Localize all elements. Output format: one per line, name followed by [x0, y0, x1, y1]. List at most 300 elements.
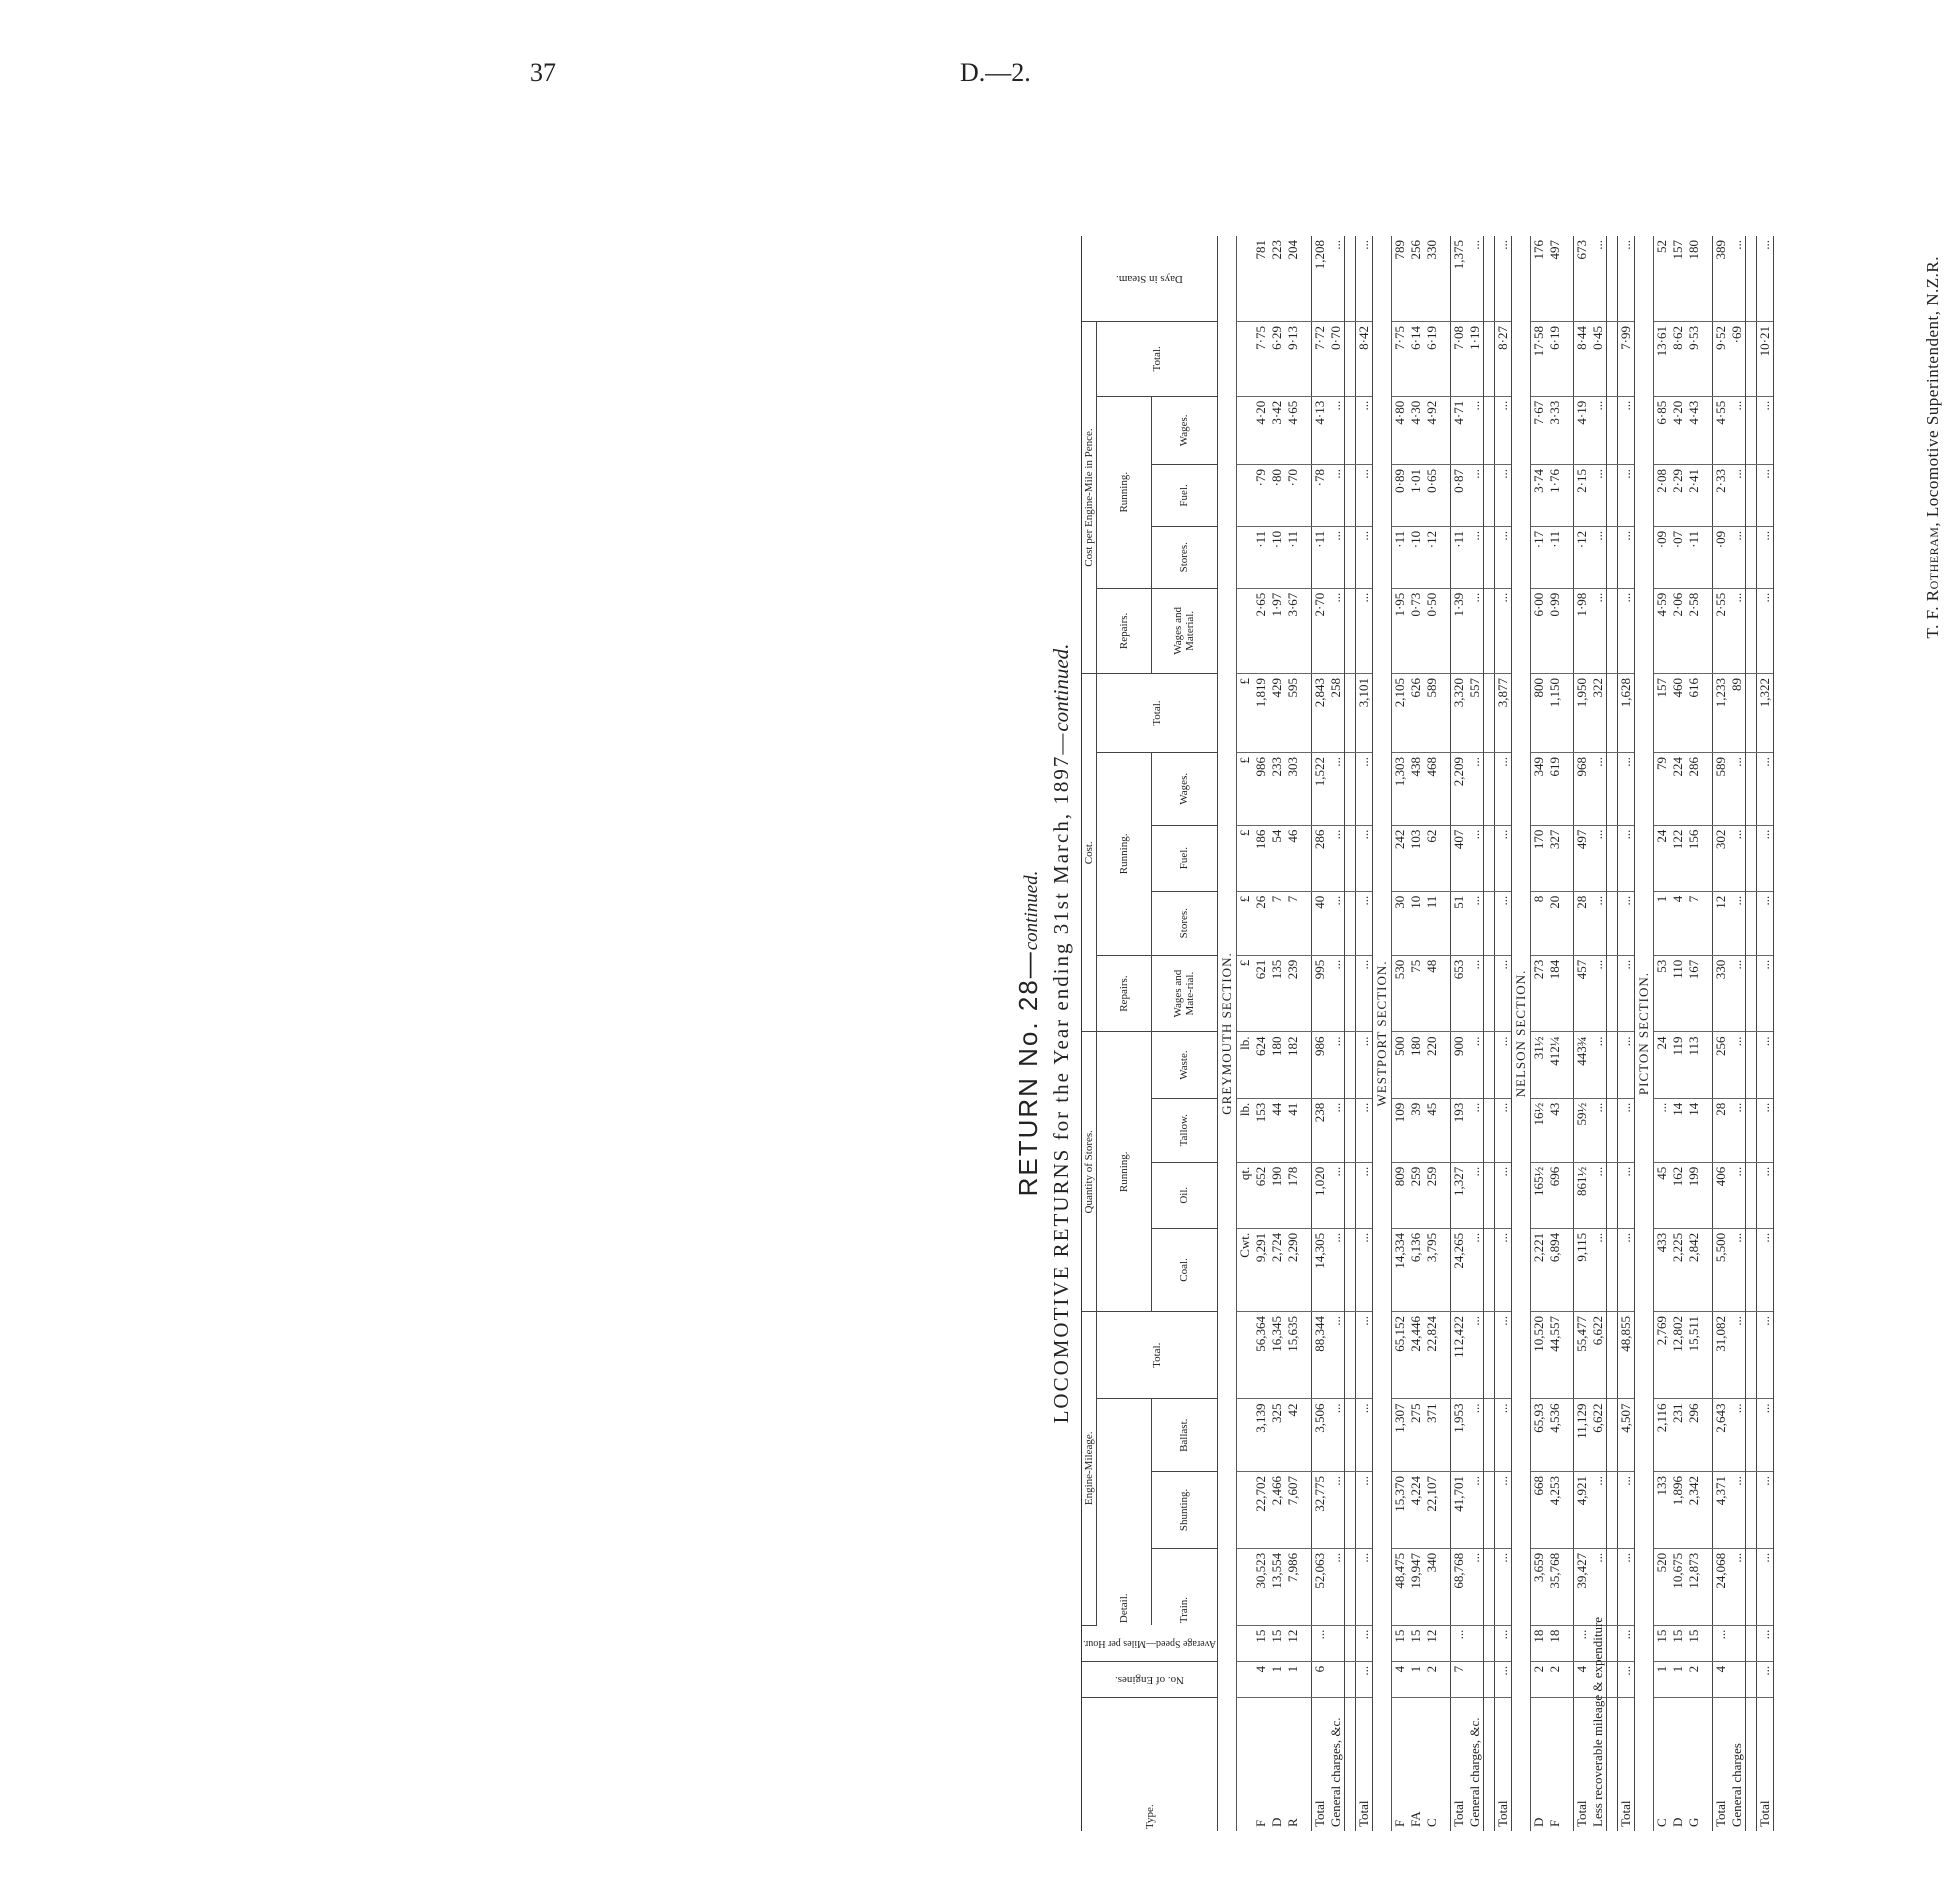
table-cell: Total — [1713, 1698, 1730, 1831]
table-cell: 500 — [1392, 1032, 1409, 1098]
table-cell: ... — [1757, 1472, 1774, 1549]
table-cell: Total — [1312, 1698, 1329, 1831]
table-cell: 0·50 — [1424, 588, 1440, 673]
table-cell — [1345, 1032, 1356, 1098]
table-cell — [1702, 464, 1713, 526]
table-cell: 3,139 — [1253, 1399, 1269, 1472]
table-cell: 15 — [1392, 1625, 1409, 1661]
table-cell: 12 — [1424, 1625, 1440, 1661]
table-cell: 4 — [1574, 1661, 1591, 1697]
table-cell: 44 — [1269, 1098, 1285, 1162]
table-cell: 62 — [1424, 825, 1440, 891]
table-cell: ... — [1618, 1472, 1635, 1549]
table-cell — [1607, 588, 1618, 673]
table-cell — [1484, 236, 1495, 322]
table-row — [1547, 236, 1563, 1831]
section-header — [1218, 236, 1237, 1831]
table-cell — [1440, 955, 1451, 1032]
table-cell: ... — [1495, 464, 1512, 526]
table-cell: ... — [1618, 526, 1635, 588]
col-fuel-pence: Fuel. — [1151, 464, 1218, 526]
table-cell: ... — [1590, 1098, 1607, 1162]
table-cell — [1746, 588, 1757, 673]
table-cell: ... — [1356, 1228, 1373, 1311]
table-cell: C — [1654, 1818, 1670, 1827]
table-row — [1702, 236, 1713, 1831]
table-cell: 8·42 — [1356, 322, 1373, 397]
table-cell — [1440, 396, 1451, 464]
hdr-cost-per-mile: Cost per Engine-Mile in Pence. — [1082, 322, 1097, 674]
table-cell: 224 — [1670, 753, 1686, 826]
table-cell: 7 — [1269, 891, 1285, 955]
table-cell: 6,136 — [1408, 1228, 1424, 1311]
table-cell — [1301, 1162, 1312, 1228]
return-title: RETURN No. 28—continued. — [1013, 870, 1043, 1197]
table-cell — [1301, 1661, 1312, 1697]
table-row — [1654, 236, 1671, 1831]
table-cell: 30 — [1392, 891, 1409, 955]
col-type: Type. — [1082, 1698, 1218, 1831]
table-cell: 429 — [1269, 674, 1285, 753]
table-cell — [1345, 396, 1356, 464]
table-cell: 89 — [1729, 674, 1746, 753]
table-cell: 1·98 — [1574, 588, 1591, 673]
table-cell — [1345, 1228, 1356, 1311]
table-cell: ... — [1467, 1399, 1484, 1472]
col-cost-total: Total. — [1097, 674, 1218, 753]
table-cell — [1607, 891, 1618, 955]
table-cell: 4 — [1670, 891, 1686, 955]
table-cell — [1345, 1472, 1356, 1549]
table-cell — [1301, 1472, 1312, 1549]
table-cell: 167 — [1686, 955, 1702, 1032]
table-cell: 4,253 — [1547, 1472, 1563, 1549]
table-cell — [1237, 464, 1254, 526]
table-cell: ·70 — [1285, 464, 1301, 526]
table-cell: ... — [1757, 236, 1774, 322]
table-cell — [1237, 396, 1254, 464]
table-cell: 589 — [1713, 753, 1730, 826]
table-cell — [1345, 753, 1356, 826]
table-cell: 15,635 — [1285, 1312, 1301, 1399]
table-cell: 2,105 — [1392, 674, 1409, 753]
table-cell — [1702, 1661, 1713, 1697]
table-cell — [1345, 955, 1356, 1032]
table-cell: 238 — [1312, 1098, 1329, 1162]
table-cell: Total — [1356, 1698, 1373, 1831]
table-cell: 0·73 — [1408, 588, 1424, 673]
table-cell: 9·52 — [1713, 322, 1730, 397]
table-cell — [1729, 1625, 1746, 1661]
table-cell: 995 — [1312, 955, 1329, 1032]
table-cell — [1563, 1228, 1574, 1311]
table-cell: 39 — [1408, 1098, 1424, 1162]
table-cell: 24,265 — [1451, 1228, 1468, 1311]
table-cell — [1563, 1032, 1574, 1098]
table-cell — [1440, 674, 1451, 753]
table-cell: ... — [1356, 588, 1373, 673]
table-cell: 3,659 — [1531, 1548, 1548, 1625]
table-cell: 12,873 — [1686, 1548, 1702, 1625]
table-cell: ... — [1590, 464, 1607, 526]
table-cell: ... — [1495, 891, 1512, 955]
table-cell — [1484, 955, 1495, 1032]
table-cell: 41 — [1285, 1098, 1301, 1162]
table-cell: 48,855 — [1618, 1312, 1635, 1399]
table-cell: ... — [1729, 1228, 1746, 1311]
table-cell: 176 — [1531, 236, 1548, 322]
hdr-running-stores: Running. — [1097, 1032, 1152, 1312]
table-cell — [1746, 1312, 1757, 1399]
table-cell: ... — [1654, 1098, 1671, 1162]
table-cell: 15 — [1408, 1625, 1424, 1661]
table-cell: 14,334 — [1392, 1228, 1409, 1311]
table-cell — [1345, 588, 1356, 673]
table-cell: ... — [1356, 825, 1373, 891]
table-cell: 1,327 — [1451, 1162, 1468, 1228]
table-cell: 135 — [1269, 955, 1285, 1032]
table-row — [1467, 236, 1484, 1831]
table-cell: ... — [1729, 1162, 1746, 1228]
table-cell: 165½ — [1531, 1162, 1548, 1228]
table-cell: 193 — [1451, 1098, 1468, 1162]
table-cell — [1237, 588, 1254, 673]
table-cell: ... — [1328, 1472, 1345, 1549]
table-cell: 6·19 — [1424, 322, 1440, 397]
table-cell: 407 — [1451, 825, 1468, 891]
hdr-running-cost: Running. — [1097, 753, 1152, 956]
locomotive-returns-table — [1081, 236, 1774, 1831]
table-cell — [1484, 1228, 1495, 1311]
table-cell: 54 — [1269, 825, 1285, 891]
table-cell: ... — [1356, 753, 1373, 826]
table-cell: £ — [1237, 674, 1254, 753]
table-cell: 1,322 — [1757, 674, 1774, 753]
table-cell — [1607, 674, 1618, 753]
table-cell — [1237, 1548, 1254, 1625]
table-cell: ... — [1356, 1098, 1373, 1162]
table-cell: D — [1269, 1817, 1285, 1827]
table-cell — [1484, 825, 1495, 891]
table-cell: ·10 — [1408, 526, 1424, 588]
table-cell: F — [1253, 1819, 1269, 1827]
table-cell — [1702, 1032, 1713, 1098]
table-row — [1253, 236, 1269, 1831]
table-cell — [1746, 526, 1757, 588]
table-cell: F — [1547, 1819, 1563, 1827]
table-cell — [1484, 674, 1495, 753]
table-cell: 259 — [1424, 1162, 1440, 1228]
table-cell: 616 — [1686, 674, 1702, 753]
table-cell: 223 — [1269, 236, 1285, 322]
table-cell: ... — [1618, 1661, 1635, 1697]
table-cell — [1607, 825, 1618, 891]
table-row — [1607, 236, 1618, 1831]
table-cell: 1 — [1269, 1661, 1285, 1697]
table-cell — [1237, 322, 1254, 397]
table-row — [1670, 236, 1686, 1831]
table-cell — [1301, 1625, 1312, 1661]
table-cell — [1563, 825, 1574, 891]
table-cell: 0·99 — [1547, 588, 1563, 673]
table-row — [1495, 236, 1512, 1831]
table-cell: 3,877 — [1495, 674, 1512, 753]
table-cell: 22,824 — [1424, 1312, 1440, 1399]
table-cell: ... — [1757, 1548, 1774, 1625]
table-cell — [1729, 1661, 1746, 1697]
table-cell — [1301, 1312, 1312, 1399]
table-cell: ... — [1757, 1162, 1774, 1228]
table-cell — [1702, 753, 1713, 826]
table-cell: 2 — [1547, 1661, 1563, 1697]
table-cell: 41,701 — [1451, 1472, 1468, 1549]
table-cell: 12,802 — [1670, 1312, 1686, 1399]
table-cell — [1484, 322, 1495, 397]
table-row — [1713, 236, 1730, 1831]
table-cell: 22,107 — [1424, 1472, 1440, 1549]
table-cell — [1301, 588, 1312, 673]
table-cell: D — [1670, 1817, 1686, 1827]
table-cell: 1 — [1670, 1661, 1686, 1697]
table-cell: ·80 — [1269, 464, 1285, 526]
table-cell: 2·33 — [1713, 464, 1730, 526]
table-cell: ... — [1467, 955, 1484, 1032]
table-cell: Total — [1757, 1698, 1774, 1831]
table-cell: 28 — [1713, 1098, 1730, 1162]
table-cell: 371 — [1424, 1399, 1440, 1472]
table-cell: 4·65 — [1285, 396, 1301, 464]
table-cell: 624 — [1253, 1032, 1269, 1098]
table-cell: ... — [1356, 1661, 1373, 1697]
table-cell: 186 — [1253, 825, 1269, 891]
table-cell: 1 — [1654, 1661, 1671, 1697]
table-cell — [1345, 1625, 1356, 1661]
table-cell — [1301, 1032, 1312, 1098]
table-cell: 6·29 — [1269, 322, 1285, 397]
table-cell — [1345, 1548, 1356, 1625]
table-cell — [1301, 753, 1312, 826]
table-cell: ... — [1574, 1625, 1591, 1661]
table-cell — [1746, 1548, 1757, 1625]
table-row — [1590, 236, 1607, 1831]
table-cell: 2,724 — [1269, 1228, 1285, 1311]
table-cell: ... — [1356, 1032, 1373, 1098]
table-cell: 6·00 — [1531, 588, 1548, 673]
table-cell — [1563, 753, 1574, 826]
table-cell — [1237, 1661, 1254, 1697]
table-cell: 2,290 — [1285, 1228, 1301, 1311]
table-cell: ... — [1467, 825, 1484, 891]
table-cell: ... — [1729, 1472, 1746, 1549]
table-cell: ... — [1328, 955, 1345, 1032]
table-cell: ... — [1328, 753, 1345, 826]
table-cell — [1440, 753, 1451, 826]
table-cell: 986 — [1253, 753, 1269, 826]
table-cell: ... — [1729, 1312, 1746, 1399]
table-cell: 7·99 — [1618, 322, 1635, 397]
table-cell: ... — [1467, 1162, 1484, 1228]
section-header — [1512, 236, 1531, 1831]
table-cell: ·11 — [1392, 526, 1409, 588]
table-cell: 204 — [1285, 236, 1301, 322]
table-cell: ... — [1356, 1472, 1373, 1549]
table-cell — [1563, 526, 1574, 588]
table-cell — [1607, 322, 1618, 397]
table-cell: ... — [1328, 1548, 1345, 1625]
table-cell: ... — [1729, 588, 1746, 673]
table-cell: ... — [1757, 1661, 1774, 1697]
table-cell: 7·72 — [1312, 322, 1329, 397]
table-cell: 26 — [1253, 891, 1269, 955]
table-cell: ... — [1618, 753, 1635, 826]
table-cell — [1440, 1399, 1451, 1472]
table-cell: 673 — [1574, 236, 1591, 322]
table-cell: 68,768 — [1451, 1548, 1468, 1625]
table-cell: ... — [1757, 955, 1774, 1032]
col-tallow: Tallow. — [1151, 1098, 1218, 1162]
table-row — [1484, 236, 1495, 1831]
table-cell: 6·14 — [1408, 322, 1424, 397]
table-cell — [1702, 1548, 1713, 1625]
table-cell: 6·85 — [1654, 396, 1671, 464]
table-cell: 4·13 — [1312, 396, 1329, 464]
table-cell: ... — [1356, 526, 1373, 588]
table-cell: Total — [1618, 1698, 1635, 1831]
table-cell: ... — [1590, 236, 1607, 322]
table-cell: ... — [1495, 1312, 1512, 1399]
table-cell: 6·19 — [1547, 322, 1563, 397]
table-cell: 157 — [1654, 674, 1671, 753]
table-cell: 52,063 — [1312, 1548, 1329, 1625]
table-cell — [1345, 1661, 1356, 1697]
table-cell: 0·87 — [1451, 464, 1468, 526]
table-cell — [1563, 1162, 1574, 1228]
table-cell — [1484, 1032, 1495, 1098]
table-cell: 12 — [1713, 891, 1730, 955]
table-cell: 14 — [1670, 1098, 1686, 1162]
table-cell — [1484, 1098, 1495, 1162]
table-cell: 322 — [1590, 674, 1607, 753]
table-cell: ... — [1757, 1228, 1774, 1311]
table-cell — [1345, 1399, 1356, 1472]
table-cell: ... — [1495, 1661, 1512, 1697]
table-cell: 75 — [1408, 955, 1424, 1032]
table-cell: ... — [1495, 955, 1512, 1032]
table-cell: 156 — [1686, 825, 1702, 891]
table-cell: ·11 — [1686, 526, 1702, 588]
table-cell: 6,622 — [1590, 1312, 1607, 1399]
table-cell: 340 — [1424, 1548, 1440, 1625]
table-cell — [1440, 1548, 1451, 1625]
table-cell — [1467, 1625, 1484, 1661]
table-cell: 15,511 — [1686, 1312, 1702, 1399]
table-cell: ... — [1618, 1625, 1635, 1661]
table-cell — [1440, 1661, 1451, 1697]
table-cell: ... — [1757, 1032, 1774, 1098]
table-cell: 157 — [1670, 236, 1686, 322]
table-cell — [1301, 396, 1312, 464]
table-cell: 861½ — [1574, 1162, 1591, 1228]
table-cell: ... — [1757, 1312, 1774, 1399]
table-cell: ... — [1757, 1399, 1774, 1472]
table-cell: ... — [1590, 1162, 1607, 1228]
table-cell — [1345, 1312, 1356, 1399]
table-cell: ·09 — [1713, 526, 1730, 588]
table-cell: 28 — [1574, 891, 1591, 955]
table-cell: 595 — [1285, 674, 1301, 753]
table-cell: ... — [1467, 396, 1484, 464]
section-header — [1373, 236, 1392, 1831]
table-cell: ... — [1618, 1228, 1635, 1311]
table-row — [1345, 236, 1356, 1831]
table-cell: 12 — [1285, 1625, 1301, 1661]
table-cell: 1 — [1408, 1661, 1424, 1697]
table-cell: ... — [1356, 955, 1373, 1032]
table-cell: 2,221 — [1531, 1228, 1548, 1311]
table-cell: 330 — [1713, 955, 1730, 1032]
table-cell: 1,020 — [1312, 1162, 1329, 1228]
table-cell: 286 — [1686, 753, 1702, 826]
table-cell: 530 — [1392, 955, 1409, 1032]
return-subtitle: LOCOMOTIVE RETURNS for the Year ending 31st March, 1897—continued. — [1049, 643, 1073, 1424]
col-wages-pence: Wages. — [1151, 396, 1218, 464]
table-cell: 2,116 — [1654, 1399, 1671, 1472]
table-cell: 9,291 — [1253, 1228, 1269, 1311]
table-cell: ... — [1729, 955, 1746, 1032]
table-cell: 24,446 — [1408, 1312, 1424, 1399]
table-cell: ... — [1618, 1098, 1635, 1162]
table-cell: qt. — [1237, 1162, 1254, 1228]
col-stores: Stores. — [1151, 891, 1218, 955]
table-cell: 3,795 — [1424, 1228, 1440, 1311]
table-cell — [1345, 1098, 1356, 1162]
table-row — [1328, 236, 1345, 1831]
table-cell: 1,375 — [1451, 236, 1468, 322]
table-cell — [1702, 1162, 1713, 1228]
table-cell: ... — [1467, 1312, 1484, 1399]
table-row — [1686, 236, 1702, 1831]
table-cell: 303 — [1285, 753, 1301, 826]
table-cell: 3·74 — [1531, 464, 1548, 526]
table-cell: 789 — [1392, 236, 1409, 322]
table-cell — [1607, 236, 1618, 322]
table-cell: 24,068 — [1713, 1548, 1730, 1625]
table-cell: 4,507 — [1618, 1399, 1635, 1472]
table-cell: 1·39 — [1451, 588, 1468, 673]
table-cell — [1301, 674, 1312, 753]
table-cell — [1301, 1548, 1312, 1625]
table-cell — [1237, 1698, 1254, 1831]
table-cell — [1440, 1312, 1451, 1399]
table-cell — [1345, 322, 1356, 397]
table-cell: ... — [1328, 396, 1345, 464]
table-cell: ... — [1467, 891, 1484, 955]
table-cell: 4 — [1253, 1661, 1269, 1697]
table-cell: 2·55 — [1713, 588, 1730, 673]
table-cell: 4·71 — [1451, 396, 1468, 464]
table-cell — [1702, 1228, 1713, 1311]
table-cell: 626 — [1408, 674, 1424, 753]
table-cell — [1440, 526, 1451, 588]
table-cell: ... — [1467, 588, 1484, 673]
table-cell: ... — [1495, 1625, 1512, 1661]
hdr-detail: Detail. — [1097, 1399, 1152, 1625]
table-cell — [1563, 1698, 1574, 1831]
table-cell: 35,768 — [1547, 1548, 1563, 1625]
col-mileage-total: Total. — [1097, 1312, 1218, 1399]
table-cell: lb. — [1237, 1098, 1254, 1162]
table-row — [1574, 236, 1591, 1831]
